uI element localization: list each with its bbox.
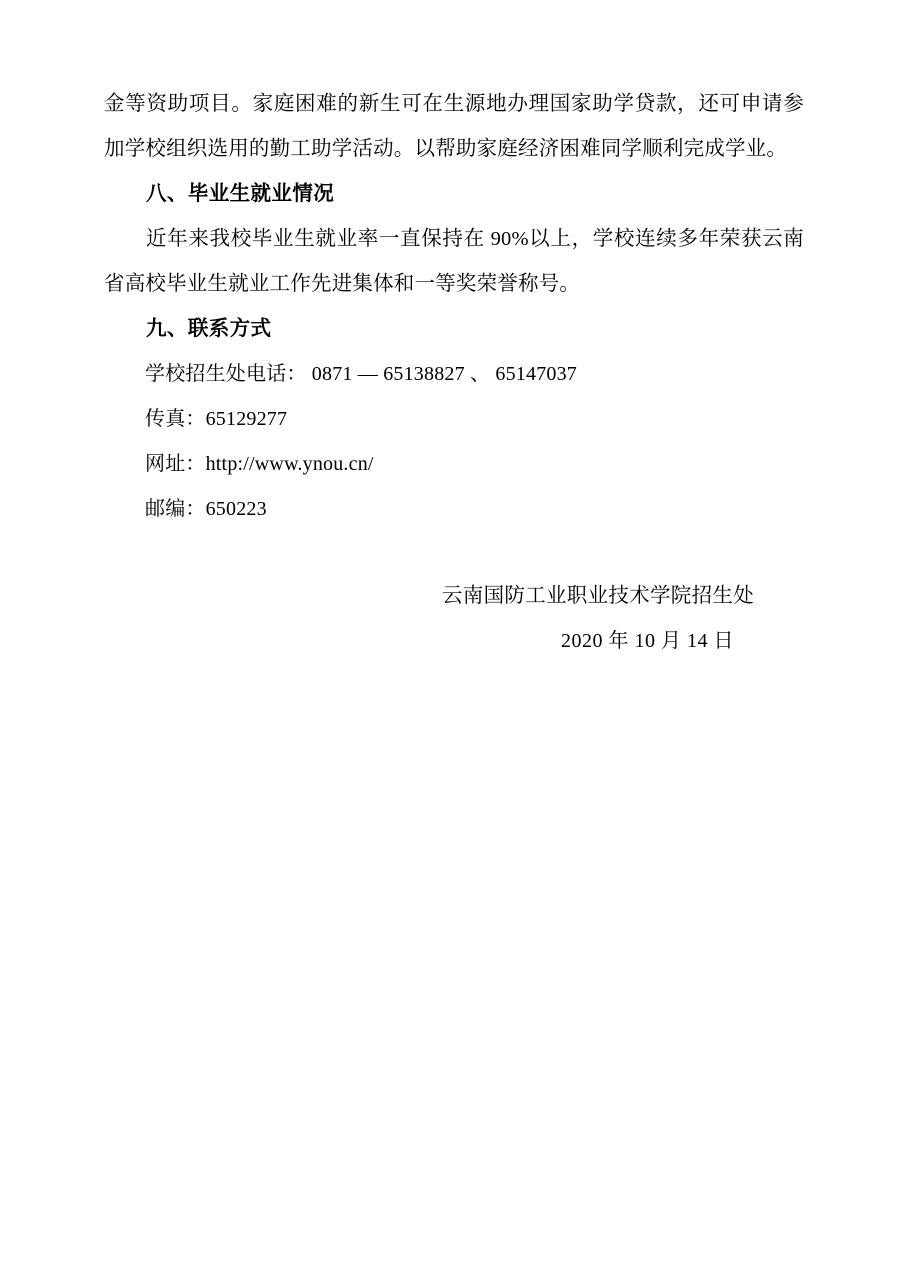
contact-postcode-line: 邮编：650223 <box>145 498 267 520</box>
contact-fax-line: 传真：65129277 <box>145 408 288 430</box>
document-content <box>104 82 804 664</box>
contact-website-line: 网址：http://www.ynou.cn/ <box>145 453 374 475</box>
signature-block <box>104 574 804 664</box>
signature-date: 2020 年 10 月 14 日 <box>561 630 734 652</box>
section-heading-nine: 九、联系方式 <box>146 318 272 340</box>
section-heading-eight: 八、毕业生就业情况 <box>146 183 335 205</box>
body-paragraph: 金等资助项目。家庭困难的新生可在生源地办理国家助学贷款，还可申请参加学校组织选用的勤工助学活动。以帮助家庭经济困难同学顺利完成学业。 <box>104 93 804 160</box>
signature-organization: 云南国防工业职业技术学院招生处 <box>442 585 754 607</box>
section-eight-paragraph: 近年来我校毕业生就业率一直保持在 90%以上，学校连续多年荣获云南省高校毕业生就业工作先进集体和一等奖荣誉称号。 <box>104 228 804 295</box>
contact-phone-line: 学校招生处电话： 0871 — 65138827 、 65147037 <box>145 363 577 385</box>
